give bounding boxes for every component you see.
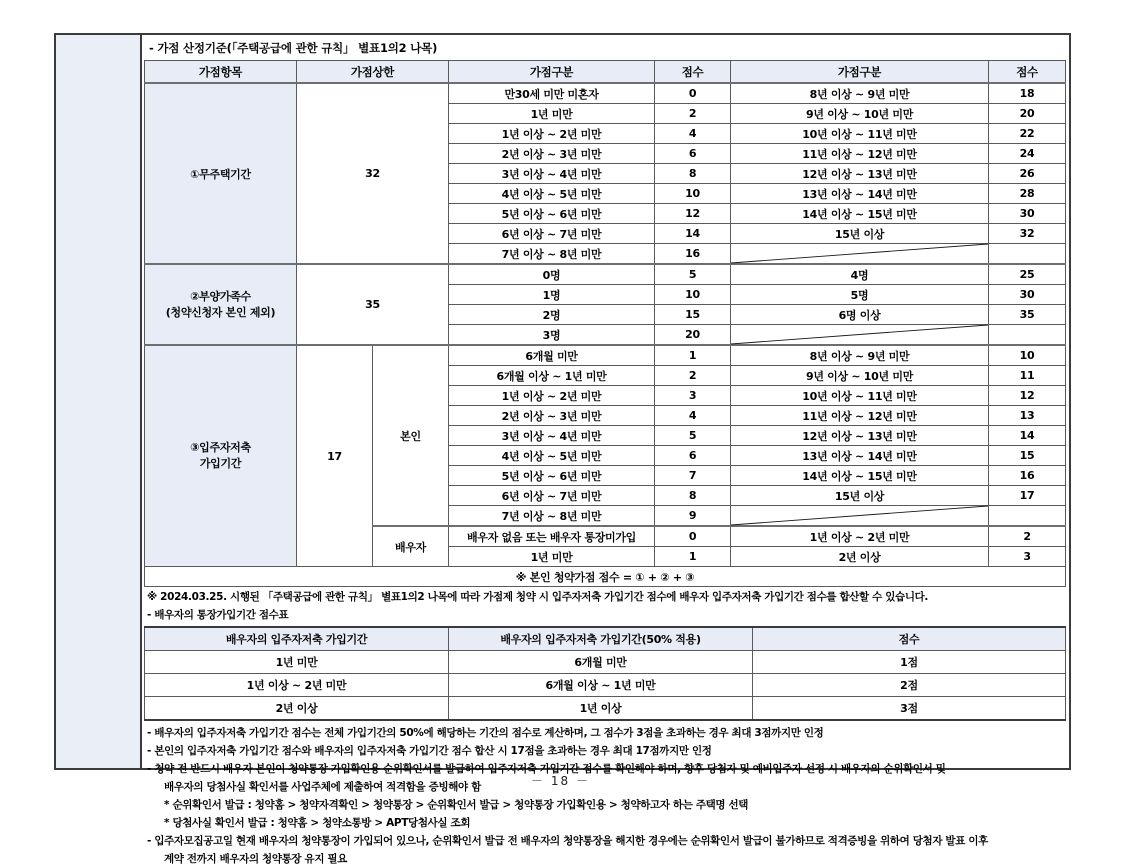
spouse-score: 1점 (753, 651, 1066, 674)
table-header-row (145, 61, 1066, 84)
band-right: 9년 이상 ~ 10년 미만 (731, 104, 989, 124)
band-left: 2년 이상 ~ 3년 미만 (449, 144, 655, 164)
score-left: 14 (655, 224, 731, 244)
band-right: 9년 이상 ~ 10년 미만 (731, 366, 989, 386)
subject-self-label: 본인 (373, 345, 449, 526)
score-left: 0 (655, 526, 731, 547)
spouse-period: 2년 이상 (145, 697, 449, 721)
band-left: 3명 (449, 325, 655, 346)
band-left: 7년 이상 ~ 8년 미만 (449, 506, 655, 527)
band-right: 6명 이상 (731, 305, 989, 325)
section-cap-2: 35 (297, 264, 449, 345)
section-name-3-line2: 가입기간 (199, 457, 242, 470)
footnote-item: 배우자의 당첨사실 확인서를 사업주체에 제출하여 적격함을 증빙해야 함 (164, 781, 481, 793)
header-band-right: 가점구분 (731, 61, 989, 84)
header-category: 가점항목 (145, 61, 297, 84)
empty-diagonal-cell (989, 244, 1066, 265)
empty-diagonal-cell (731, 325, 989, 346)
spouse-table-caption: - 배우자의 통장가입기간 점수표 (147, 609, 289, 621)
band-left: 배우자 없음 또는 배우자 통장미가입 (449, 526, 655, 547)
score-right: 15 (989, 446, 1066, 466)
band-left: 5년 이상 ~ 6년 미만 (449, 466, 655, 486)
empty-diagonal-cell (989, 506, 1066, 527)
spouse-period: 1년 미만 (145, 651, 449, 674)
score-left: 1 (655, 547, 731, 567)
spouse-period-50: 6개월 이상 ~ 1년 미만 (449, 674, 753, 697)
score-left: 6 (655, 446, 731, 466)
table-row (145, 345, 1066, 366)
section-heading: - 가점 산정기준(「주택공급에 관한 규칙」 별표1의2 나목) (149, 41, 438, 55)
band-left: 6개월 이상 ~ 1년 미만 (449, 366, 655, 386)
score-left: 6 (655, 144, 731, 164)
spouse-header-period: 배우자의 입주자저축 가입기간 (145, 627, 449, 651)
score-left: 2 (655, 366, 731, 386)
score-right: 2 (989, 526, 1066, 547)
score-right: 14 (989, 426, 1066, 446)
table-row (145, 264, 1066, 285)
empty-diagonal-cell (731, 244, 989, 265)
score-right: 35 (989, 305, 1066, 325)
score-right: 12 (989, 386, 1066, 406)
spouse-period-50: 1년 이상 (449, 697, 753, 721)
subject-spouse-label: 배우자 (373, 526, 449, 567)
score-right: 18 (989, 83, 1066, 104)
band-left: 2년 이상 ~ 3년 미만 (449, 406, 655, 426)
score-right: 17 (989, 486, 1066, 506)
band-left: 5년 이상 ~ 6년 미만 (449, 204, 655, 224)
score-right: 20 (989, 104, 1066, 124)
band-right: 8년 이상 ~ 9년 미만 (731, 83, 989, 104)
score-right: 22 (989, 124, 1066, 144)
band-left: 1년 미만 (449, 547, 655, 567)
score-right: 16 (989, 466, 1066, 486)
score-right: 13 (989, 406, 1066, 426)
band-right: 15년 이상 (731, 486, 989, 506)
empty-diagonal-cell (731, 506, 989, 527)
footnote-item: - 배우자의 입주자저축 가입기간 점수는 전체 가입기간의 50%에 해당하는 기간의 점수로 계산하며, 그 점수가 3점을 초과하는 경우 최대 3점까지만 인정 (147, 727, 824, 739)
score-left: 4 (655, 124, 731, 144)
header-score-left: 점수 (655, 61, 731, 84)
section-cap-1: 32 (297, 83, 449, 264)
footnote-list (142, 723, 1069, 867)
score-left: 7 (655, 466, 731, 486)
score-left: 5 (655, 426, 731, 446)
band-left: 0명 (449, 264, 655, 285)
footnote-item: - 입주자모집공고일 현재 배우자의 청약통장이 가입되어 있으나, 순위확인서 발급 전 배우자의 청약통장을 해지한 경우에는 순위확인서 발급이 불가하므로 적격증빙을 위하여 당첨자 발표 이후 (147, 835, 988, 847)
page-content (142, 35, 1069, 865)
band-right: 5명 (731, 285, 989, 305)
score-criteria-table (144, 60, 1066, 587)
footnote-item: - 청약 전 반드시 배우자 본인이 청약통장 가입확인용 순위확인서를 발급하여 입주자저축 가입기간 점수를 확인해야 하며, 향후 당첨자 및 예비입주자 선정 시 배우자의 순위확인서 및 (147, 763, 946, 775)
footnote-item: * 당첨사실 확인서 발급 : 청약홈 > 청약소통방 > APT당첨사실 조회 (164, 817, 471, 829)
spouse-score-table (144, 626, 1066, 721)
band-left: 1년 이상 ~ 2년 미만 (449, 124, 655, 144)
band-left: 3년 이상 ~ 4년 미만 (449, 426, 655, 446)
score-right: 32 (989, 224, 1066, 244)
band-right: 2년 이상 (731, 547, 989, 567)
band-left: 2명 (449, 305, 655, 325)
band-right: 13년 이상 ~ 14년 미만 (731, 446, 989, 466)
band-right: 14년 이상 ~ 15년 미만 (731, 204, 989, 224)
spouse-header-score: 점수 (753, 627, 1066, 651)
band-right: 10년 이상 ~ 11년 미만 (731, 124, 989, 144)
score-left: 1 (655, 345, 731, 366)
score-left: 3 (655, 386, 731, 406)
footnote-item: 계약 전까지 배우자의 청약통장 유지 필요 (164, 853, 348, 865)
band-right: 15년 이상 (731, 224, 989, 244)
page-number: － 18 － (531, 774, 590, 788)
band-left: 만30세 미만 미혼자 (449, 83, 655, 104)
band-left: 6년 이상 ~ 7년 미만 (449, 486, 655, 506)
score-left: 16 (655, 244, 731, 265)
band-left: 4년 이상 ~ 5년 미만 (449, 184, 655, 204)
band-left: 1년 미만 (449, 104, 655, 124)
band-left: 3년 이상 ~ 4년 미만 (449, 164, 655, 184)
table-row (145, 674, 1066, 697)
band-left: 6개월 미만 (449, 345, 655, 366)
band-right: 13년 이상 ~ 14년 미만 (731, 184, 989, 204)
band-left: 1년 이상 ~ 2년 미만 (449, 386, 655, 406)
score-right: 26 (989, 164, 1066, 184)
spouse-score: 3점 (753, 697, 1066, 721)
score-left: 4 (655, 406, 731, 426)
footnote-item: - 본인의 입주자저축 가입기간 점수와 배우자의 입주자저축 가입기간 점수 합산 시 17점을 초과하는 경우 최대 17점까지만 인정 (147, 745, 712, 757)
spouse-period-50: 6개월 미만 (449, 651, 753, 674)
total-formula: ※ 본인 청약가점 점수 = ① + ② + ③ (145, 567, 1066, 587)
score-left: 5 (655, 264, 731, 285)
section-cap-3: 17 (297, 345, 373, 567)
band-right: 12년 이상 ~ 13년 미만 (731, 426, 989, 446)
spouse-header-period-50: 배우자의 입주자저축 가입기간(50% 적용) (449, 627, 753, 651)
band-right: 4명 (731, 264, 989, 285)
table-row (145, 83, 1066, 104)
band-right: 10년 이상 ~ 11년 미만 (731, 386, 989, 406)
score-left: 10 (655, 184, 731, 204)
table-row (145, 651, 1066, 674)
spouse-period: 1년 이상 ~ 2년 미만 (145, 674, 449, 697)
spouse-score: 2점 (753, 674, 1066, 697)
score-left: 10 (655, 285, 731, 305)
footnote-item: * 순위확인서 발급 : 청약홈 > 청약자격확인 > 청약통장 > 순위확인서 발급 > 청약통장 가입확인용 > 청약하고자 하는 주택명 선택 (164, 799, 749, 811)
total-row (145, 567, 1066, 587)
score-right: 24 (989, 144, 1066, 164)
band-left: 6년 이상 ~ 7년 미만 (449, 224, 655, 244)
header-band-left: 가점구분 (449, 61, 655, 84)
header-score-right: 점수 (989, 61, 1066, 84)
score-right: 30 (989, 204, 1066, 224)
regulation-note: ※ 2024.03.25. 시행된 「주택공급에 관한 규칙」 별표1의2 나목에 따라 가점제 청약 시 입주자저축 가입기간 점수에 배우자 입주자저축 가입기간 점수를 합산할 수 있습니다. (147, 591, 929, 603)
score-left: 2 (655, 104, 731, 124)
section-name-3 (145, 345, 297, 567)
score-right: 25 (989, 264, 1066, 285)
score-right: 30 (989, 285, 1066, 305)
header-cap: 가점상한 (297, 61, 449, 84)
section-name-2-line2: (청약신청자 본인 제외) (165, 305, 276, 319)
band-right: 14년 이상 ~ 15년 미만 (731, 466, 989, 486)
score-right: 3 (989, 547, 1066, 567)
table-body (145, 83, 1066, 587)
score-right: 10 (989, 345, 1066, 366)
score-left: 20 (655, 325, 731, 346)
section-name-2 (145, 264, 297, 345)
page-frame (54, 33, 1071, 865)
score-left: 9 (655, 506, 731, 527)
band-left: 4년 이상 ~ 5년 미만 (449, 446, 655, 466)
score-left: 8 (655, 164, 731, 184)
band-right: 11년 이상 ~ 12년 미만 (731, 144, 989, 164)
empty-diagonal-cell (989, 325, 1066, 346)
spouse-header-row (145, 627, 1066, 651)
score-left: 8 (655, 486, 731, 506)
band-right: 1년 이상 ~ 2년 미만 (731, 526, 989, 547)
band-right: 8년 이상 ~ 9년 미만 (731, 345, 989, 366)
table-row (145, 697, 1066, 721)
section-name-2-line1: ②부양가족수 (190, 289, 251, 303)
band-right: 12년 이상 ~ 13년 미만 (731, 164, 989, 184)
band-left: 7년 이상 ~ 8년 미만 (449, 244, 655, 265)
score-left: 0 (655, 83, 731, 104)
score-left: 12 (655, 204, 731, 224)
band-left: 1명 (449, 285, 655, 305)
section-name-3-line1: ③입주자저축 (190, 441, 251, 455)
band-right: 11년 이상 ~ 12년 미만 (731, 406, 989, 426)
score-left: 15 (655, 305, 731, 325)
score-right: 28 (989, 184, 1066, 204)
left-gutter-column (56, 35, 142, 768)
score-right: 11 (989, 366, 1066, 386)
section-name-1: ①무주택기간 (145, 83, 297, 264)
